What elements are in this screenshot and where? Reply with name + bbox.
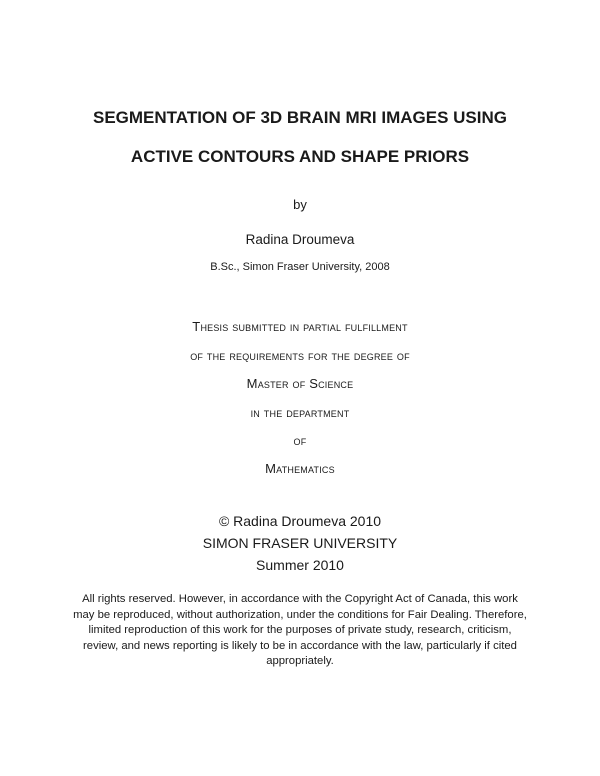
thesis-line-1: Thesis submitted in partial fulfillment <box>192 319 408 334</box>
university-name: SIMON FRASER UNIVERSITY <box>202 535 398 551</box>
degree-name: Master of Science <box>246 376 354 391</box>
prior-degree: B.Sc., Simon Fraser University, 2008 <box>210 261 390 273</box>
author-name: Radina Droumeva <box>245 232 355 247</box>
by-label: by <box>293 197 307 212</box>
thesis-line-2: of the requirements for the degree of <box>190 348 410 363</box>
title-line-1: SEGMENTATION OF 3D BRAIN MRI IMAGES USING <box>93 108 507 127</box>
title-line-2: ACTIVE CONTOURS AND SHAPE PRIORS <box>130 147 470 166</box>
copyright-line: © Radina Droumeva 2010 <box>218 513 382 529</box>
thesis-line-5: of <box>293 433 307 448</box>
thesis-line-4: in the department <box>250 405 350 420</box>
copyright-notice: All rights reserved. However, in accordance with the Copyright Act of Canada, this work may be reproduced, without authorization, under the conditions for Fair Dealing. Therefore, limited reproduction of this work for the purposes of private study, research, criticism, review, and news reporting is likely to be in accordance with the law, particularly if cited appropriately. <box>73 593 527 668</box>
department-name: Mathematics <box>265 461 335 476</box>
term: Summer 2010 <box>256 557 344 573</box>
